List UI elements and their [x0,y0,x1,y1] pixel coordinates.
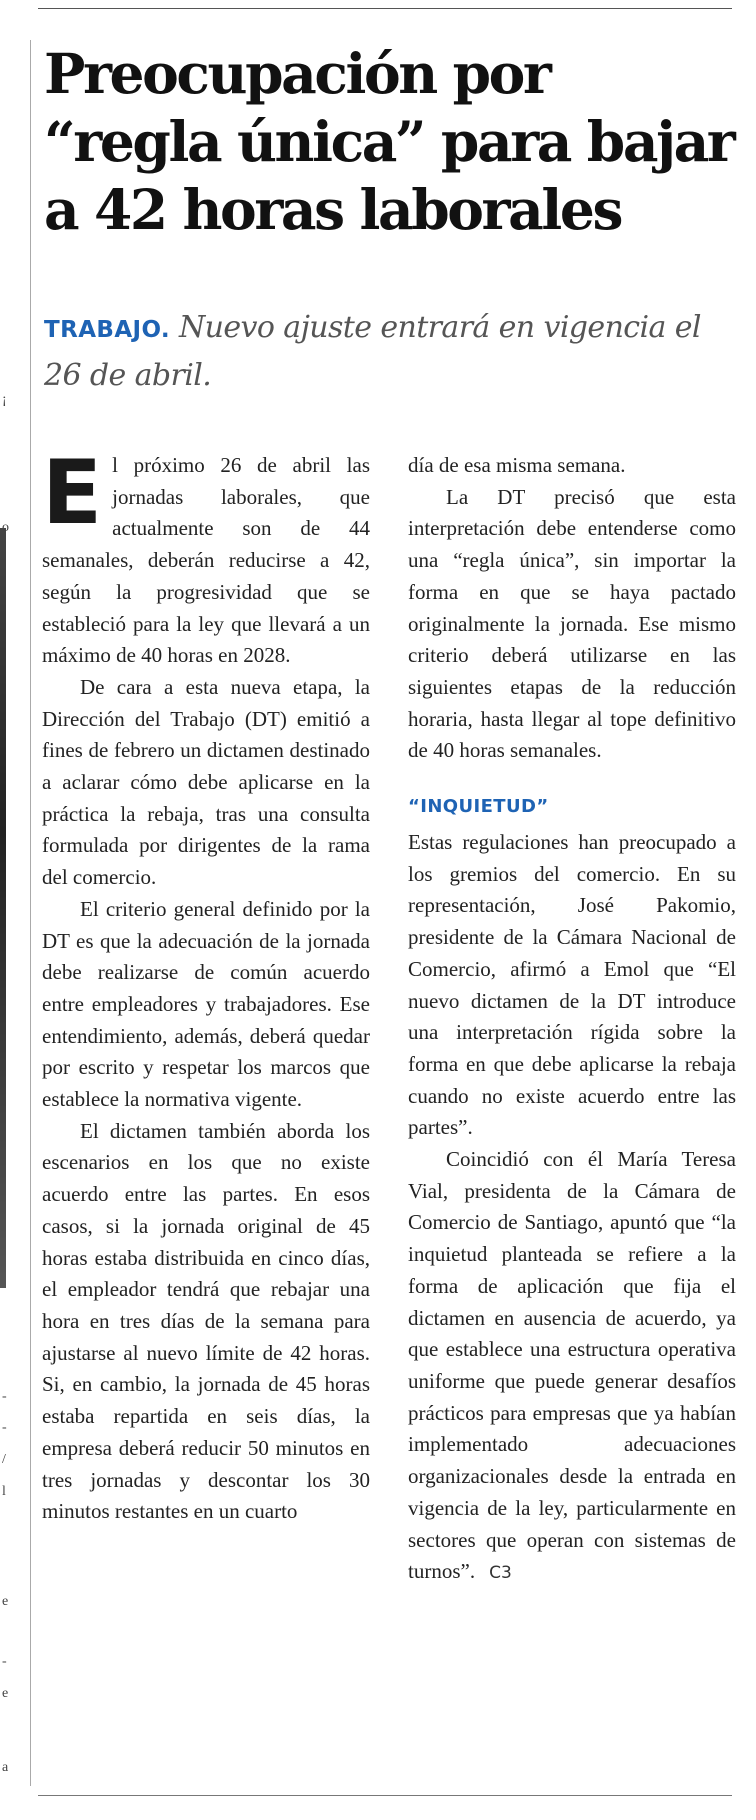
margin-fragment: l [2,1484,6,1499]
margin-fragment: o [2,520,9,535]
margin-fragment: - [2,1420,7,1435]
headline-line: Preocupación por [44,41,550,106]
paragraph: La DT precisó que esta interpretación debe entenderse como una “regla única”, sin importar la forma en que se haya pactado originalmente la jornada. Ese mismo criterio deberá utilizarse en las siguientes etapas de la reducción horaria, hasta llegar al tope definitivo de 40 horas semanales. [408,484,736,763]
headline-line: “regla única” para bajar [44,109,734,174]
paragraph: De cara a esta nueva etapa, la Dirección del Trabajo (DT) emitió a fines de febrero un dictamen destinado a aclarar cómo debe aplicarse en la práctica la rebaja, tras una consulta formulada por dirigentes de la rama del comercio. [42,674,370,890]
adjacent-photo-edge [0,528,6,1288]
headline-line: a 42 horas laborales [44,177,622,242]
end-mark-icon: C3 [489,1563,512,1584]
article-column-right [408,450,736,1590]
article-column-left [42,441,370,1528]
paragraph [408,1144,736,1590]
margin-fragment: a [2,1760,9,1775]
drop-cap: E [42,441,103,544]
bottom-rule [38,1795,732,1796]
paragraph: El criterio general definido por la DT es que la adecuación de la jornada debe realizarse de común acuerdo entre empleadores y trabajadores. Ese entendimiento, además, deberá quedar por escrito y respetar los marcos que establece la normativa vigente. [42,896,370,1112]
paragraph-text: Coincidió con él María Teresa Vial, presidenta de la Cámara de Comercio de Santiago, apuntó que “la inquietud planteada se refiere a la forma de aplicación que fija el dictamen en ausencia de acuerdo, ya que establece una estructura operativa uniforme que puede generar desafíos prácticos para empresas que ya habían implementado adecuaciones organizacionales desde la entrada en vigencia de la ley, particularmente en sectores que operan con sistemas de turnos”. [408,1147,736,1584]
margin-fragment: - [2,1654,7,1669]
margin-fragment: e [2,1594,9,1609]
margin-fragment: - [2,1389,7,1404]
paragraph: El dictamen también aborda los escenarios en los que no existe acuerdo entre las partes. En esos casos, si la jornada original de 45 horas estaba distribuida en cinco días, el empleador tendrá que rebajar una hora en tres días de la semana para ajustarse al nuevo límite de 42 horas. Si, en cambio, la jornada de 45 horas estaba repartida en seis días, la empresa deberá reducir 50 minutos en tres jornadas y descontar los 30 minutos restantes en un cuarto [42,1118,370,1524]
deck [44,305,734,398]
deck-text: Nuevo ajuste entrará en vigencia el 26 de abril. [44,310,701,393]
margin-fragment: e [2,1686,9,1701]
column-divider-rule [30,40,31,1786]
paragraph: Estas regulaciones han preocupado a los gremios del comercio. En su representación, José Pakomio, presidente de la Cámara Nacional de Comercio, afirmó a Emol que “El nuevo dictamen de la DT introduce una interpretación rígida sobre la forma en que debe aplicarse la rebaja cuando no existe acuerdo entre las partes”. [408,830,736,1140]
section-subtitle: “INQUIETUD” [408,796,549,818]
headline [44,40,734,244]
paragraph-continuation: día de esa misma semana. [408,453,626,477]
top-rule [38,8,732,9]
section-label: TRABAJO. [44,317,171,343]
paragraph-text: l próximo 26 de abril las jornadas laborales, que actualmente son de 44 semanales, deberán reducirse a 42, según la progresividad que se estableció para la ley que llevará a un máximo de 40 horas en 2028. [42,453,370,668]
paragraph [42,441,370,672]
margin-fragment: / [2,1452,6,1467]
margin-fragment: ¡ [2,392,7,407]
